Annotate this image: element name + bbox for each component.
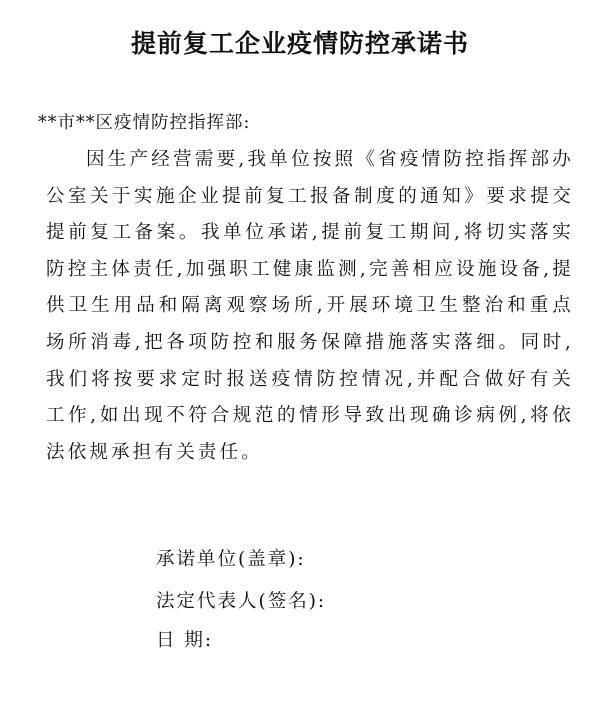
document-title: 提前复工企业疫情防控承诺书 [130,29,469,58]
signature-representative-label: 法定代表人(签名): [156,591,327,612]
signature-unit-label: 承诺单位(盖章): [156,549,306,570]
body-paragraph: 因生产经营需要,我单位按照《省疫情防控指挥部办公室关于实施企业提前复工报备制度的通知》要求提交提前复工备案。我单位承诺,提前复工期间,将切实落实防控主体责任,加强职工健康监测,完善相应设施设备,提供卫生用品和隔离观察场所,开展环境卫生整治和重点场所消毒,把各项防控和服务保障措施落实落细。同时,我们将按要求定时报送疫情防控情况,并配合做好有关工作,如出现不符合规范的情形导致出现确诊病例,将依法依规承担有关责任。 [46,149,574,463]
signature-date-label: 日 期: [156,630,214,651]
addressee-line: **市**区疫情防控指挥部: [38,113,251,133]
